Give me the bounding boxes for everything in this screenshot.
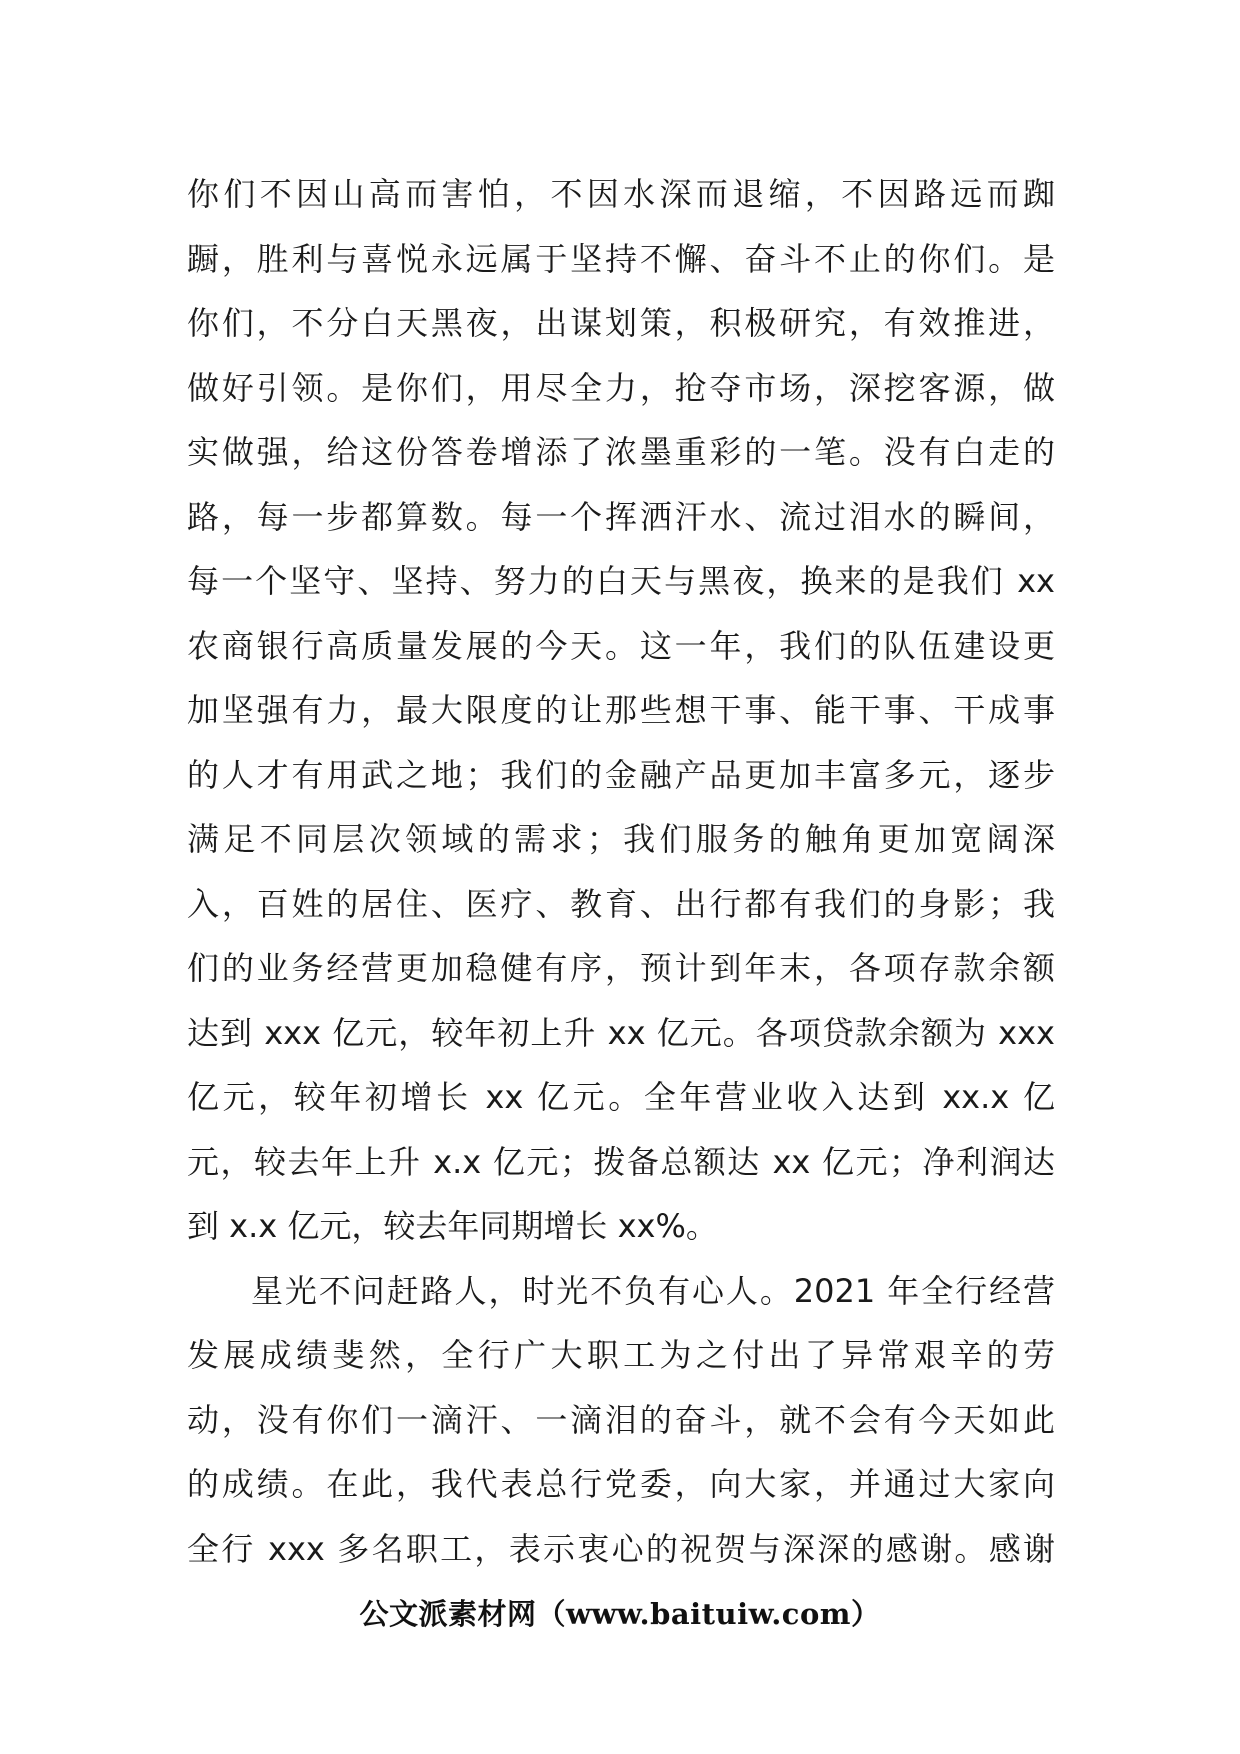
text-line: 加坚强有力，最大限度的让那些想干事、能干事、干成事 bbox=[187, 691, 1055, 729]
document-body bbox=[187, 162, 1055, 1581]
text-line: 实做强，给这份答卷增添了浓墨重彩的一笔。没有白走的 bbox=[187, 433, 1055, 471]
text-line: 蹰，胜利与喜悦永远属于坚持不懈、奋斗不止的你们。是 bbox=[187, 239, 1055, 278]
text-line: 做好引领。是你们，用尽全力，抢夺市场，深挖客源，做 bbox=[187, 368, 1055, 407]
paragraph-first-line: 星光不问赶路人，时光不负有心人。2021 年全行经营 bbox=[251, 1271, 1055, 1310]
text-line: 每一个坚守、坚持、努力的白天与黑夜，换来的是我们 xx bbox=[187, 562, 1055, 600]
text-line: 的成绩。在此，我代表总行党委，向大家，并通过大家向 bbox=[187, 1465, 1055, 1503]
text-line: 亿元，较年初增长 xx 亿元。全年营业收入达到 xx.x 亿 bbox=[187, 1078, 1055, 1116]
text-line: 农商银行高质量发展的今天。这一年，我们的队伍建设更 bbox=[187, 626, 1055, 665]
text-line: 动，没有你们一滴汗、一滴泪的奋斗，就不会有今天如此 bbox=[187, 1400, 1055, 1439]
text-line: 全行 xxx 多名职工，表示衷心的祝贺与深深的感谢。感谢 bbox=[187, 1529, 1055, 1568]
text-line: 发展成绩斐然，全行广大职工为之付出了异常艰辛的劳 bbox=[187, 1336, 1055, 1374]
text-line: 元，较去年上升 x.x 亿元；拨备总额达 xx 亿元；净利润达 bbox=[187, 1142, 1055, 1181]
footer-watermark: 公文派素材网（www.baituiw.com） bbox=[359, 1597, 881, 1631]
text-line: 到 x.x 亿元，较去年同期增长 xx%。 bbox=[187, 1207, 718, 1245]
text-line: 的人才有用武之地；我们的金融产品更加丰富多元，逐步 bbox=[187, 755, 1055, 794]
text-line: 满足不同层次领域的需求；我们服务的触角更加宽阔深 bbox=[187, 820, 1055, 858]
text-line: 你们，不分白天黑夜，出谋划策，积极研究，有效推进， bbox=[187, 304, 1055, 342]
text-line: 达到 xxx 亿元，较年初上升 xx 亿元。各项贷款余额为 xxx bbox=[187, 1013, 1055, 1052]
text-line: 们的业务经营更加稳健有序，预计到年末，各项存款余额 bbox=[187, 949, 1055, 987]
text-line: 入，百姓的居住、医疗、教育、出行都有我们的身影；我 bbox=[187, 884, 1055, 923]
text-line: 路，每一步都算数。每一个挥洒汗水、流过泪水的瞬间， bbox=[187, 497, 1055, 536]
text-line: 你们不因山高而害怕，不因水深而退缩，不因路远而踟 bbox=[187, 175, 1055, 213]
